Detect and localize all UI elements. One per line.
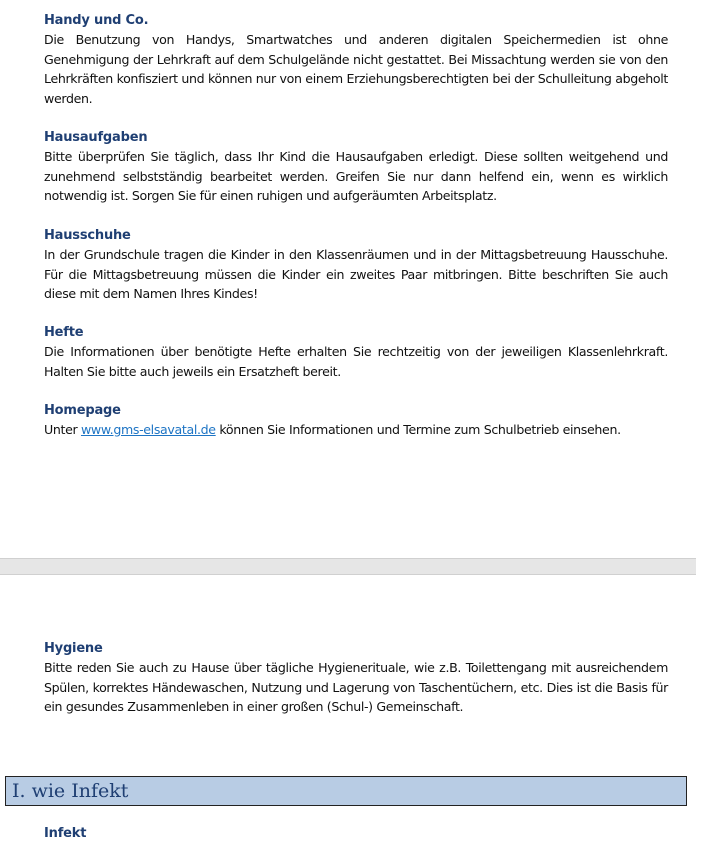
text-after-link: können Sie Informationen und Termine zum Schulbetrieb einsehen. — [215, 422, 621, 437]
chapter-title: I. wie Infekt — [12, 780, 129, 802]
section-hausaufgaben — [44, 129, 668, 206]
section-heading: Handy und Co. — [44, 13, 149, 28]
section-text: Die Informationen über benötigte Hefte erhalten Sie rechtzeitig von der jeweiligen Klassenlehrkraft. Halten Sie bitte auch jeweils ein Ersatzheft bereit. — [44, 344, 668, 379]
section-homepage — [44, 402, 668, 440]
section-text — [44, 420, 668, 440]
section-hefte — [44, 324, 668, 381]
section-hygiene — [44, 640, 668, 717]
chapter-heading-bar — [5, 776, 687, 806]
section-heading: Hefte — [44, 325, 84, 340]
text-before-link: Unter — [44, 422, 81, 437]
section-text: In der Grundschule tragen die Kinder in den Klassenräumen und in der Mittagsbetreuung Hausschuhe. Für die Mittagsbetreuung müssen die Kinder ein zweites Paar mitbringen. Bitte beschriften Sie auch diese mit dem Namen Ihres Kindes! — [44, 247, 668, 302]
homepage-link[interactable]: www.gms-elsavatal.de — [80, 422, 216, 437]
section-text: Bitte überprüfen Sie täglich, dass Ihr Kind die Hausaufgaben erledigt. Diese sollten weitgehend und zunehmend selbstständig bearbeitet werden. Greifen Sie nur dann helfend ein, wenn es wirklich notwendig ist. Sorgen Sie für einen ruhigen und aufgeräumten Arbeitsplatz. — [44, 149, 668, 204]
section-text: Bitte reden Sie auch zu Hause über tägliche Hygienerituale, wie z.B. Toilettengang mit ausreichendem Spülen, korrektes Händewaschen, Nutzung und Lagerung von Taschentüchern, etc. Dies ist die Basis für ein gesundes Zusammenleben in einer großen (Schul-) Gemeinschaft. — [44, 660, 668, 715]
page-separator — [0, 558, 696, 575]
section-hausschuhe — [44, 227, 668, 304]
section-heading: Hygiene — [44, 641, 103, 656]
section-heading: Homepage — [44, 403, 121, 418]
section-heading: Hausaufgaben — [44, 130, 148, 145]
section-handy — [44, 12, 668, 108]
section-heading: Infekt — [44, 826, 87, 841]
section-text: Die Benutzung von Handys, Smartwatches und anderen digitalen Speichermedien ist ohne Genehmigung der Lehrkraft auf dem Schulgelände nicht gestattet. Bei Missachtung werden sie von den Lehrkräften konfisziert und können nur von einem Erziehungsberechtigten bei der Schulleitung abgeholt werden. — [44, 32, 668, 106]
document-page-2 — [0, 575, 701, 850]
section-heading: Hausschuhe — [44, 228, 131, 243]
section-infekt — [44, 825, 668, 843]
